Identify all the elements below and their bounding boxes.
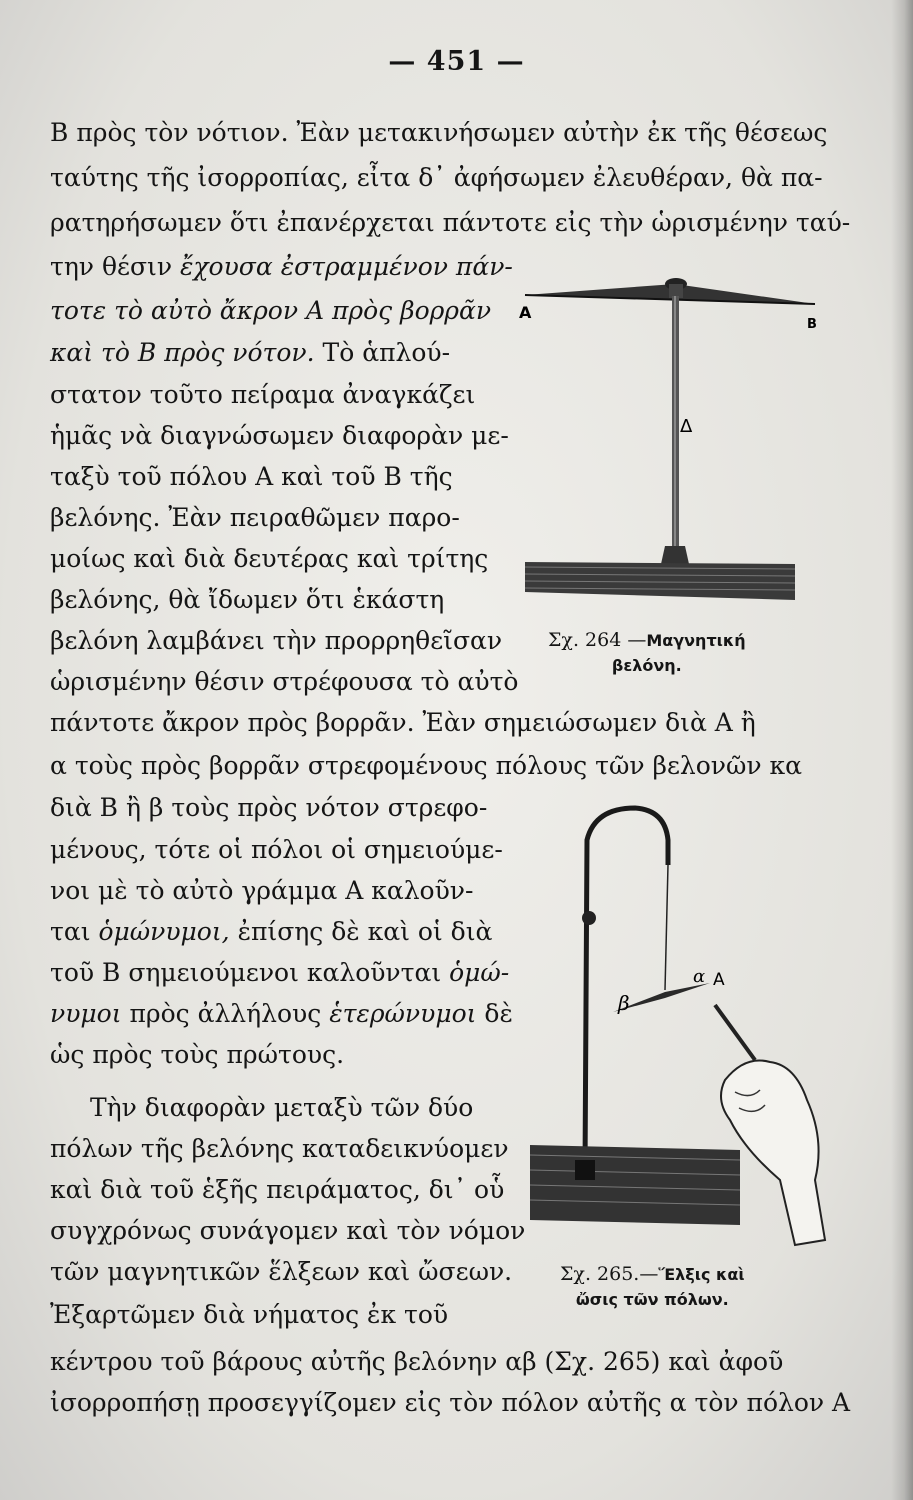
text-line: ταύτης τῆς ἰσορροπίας, εἶτα δ᾽ ἀφήσωμεν ἐλευθέραν, θὰ πα- xyxy=(50,163,823,192)
arched-stand xyxy=(585,808,668,1170)
label-alpha: α xyxy=(693,966,706,987)
text-line: τοῦ Β σημειούμενοι καλοῦνται ὁμώ- xyxy=(50,958,510,987)
text-line: ἡμᾶς νὰ διαγνώσωμεν διαφορὰν με- xyxy=(50,421,509,450)
stand-base-block xyxy=(530,1145,740,1225)
held-magnet xyxy=(715,1005,755,1060)
label-a-pole: Α xyxy=(713,970,725,990)
text-line: βελόνης. Ἐὰν πειραθῶμεν παρο- xyxy=(50,503,460,532)
text-line: κέντρου τοῦ βάρους αὐτῆς βελόνην αβ (Σχ. 265) καὶ ἀφοῦ xyxy=(50,1347,784,1376)
text-line: α τοὺς πρὸς βορρᾶν στρεφομένους πόλους τῶν βελονῶν κα xyxy=(50,751,803,780)
label-d: Δ xyxy=(680,416,693,437)
text-line: πόλων τῆς βελόνης καταδεικνύομεν xyxy=(50,1134,509,1163)
text-line: Ἐξαρτῶμεν διὰ νήματος ἐκ τοῦ xyxy=(50,1300,449,1329)
text-line: καὶ διὰ τοῦ ἑξῆς πειράματος, δι᾽ οὗ xyxy=(50,1175,505,1204)
text-line: νυμοι πρὸς ἀλλήλους ἑτερώνυμοι δὲ xyxy=(50,999,513,1028)
page-spine-shadow xyxy=(891,0,913,1500)
text-line: μένους, τότε οἱ πόλοι οἱ σημειούμε- xyxy=(50,835,503,864)
text-line: καὶ τὸ Β πρὸς νότον. Τὸ ἁπλού- xyxy=(50,338,451,367)
text-line: ὡρισμένην θέσιν στρέφουσα τὸ αὐτὸ xyxy=(50,667,519,696)
pole-attraction-figure xyxy=(525,800,835,1260)
text-line: ὡς πρὸς τοὺς πρώτους. xyxy=(50,1040,345,1069)
text-line: διὰ Β ἢ β τοὺς πρὸς νότον στρεφο- xyxy=(50,793,488,822)
text-line: ται ὁμώνυμοι, ἐπίσης δὲ καὶ οἱ διὰ xyxy=(50,917,493,946)
text-line: μοίως καὶ διὰ δευτέρας καὶ τρίτης xyxy=(50,544,489,573)
table-surface xyxy=(525,562,795,600)
thread xyxy=(665,865,668,990)
text-line: πάντοτε ἄκρον πρὸς βορρᾶν. Ἐὰν σημειώσωμεν διὰ Α ἢ xyxy=(50,708,756,737)
label-beta: β xyxy=(618,991,630,1015)
page-number: — 451 — xyxy=(388,46,525,77)
figure-265-caption: Σχ. 265.—Ἕλξις καὶ ὤσις τῶν πόλων. xyxy=(560,1263,745,1309)
text-line: ρατηρήσωμεν ὅτι ἐπανέρχεται πάντοτε εἰς τὴν ὡρισμένην ταύ- xyxy=(50,208,851,237)
text-line: Β πρὸς τὸν νότιον. Ἐὰν μετακινήσωμεν αὐτὴν ἐκ τῆς θέσεως xyxy=(50,118,828,147)
label-b: Β xyxy=(807,317,817,332)
text-line: στατον τοῦτο πείραμα ἀναγκάζει xyxy=(50,380,476,409)
figure-264-caption: Σχ. 264 —Μαγνητική βελόνη. xyxy=(548,629,746,675)
label-a: Α xyxy=(519,303,532,322)
text-line: την θέσιν ἔχουσα ἐστραμμένον πάν- xyxy=(50,252,513,281)
text-line: βελόνη λαμβάνει τὴν προρρηθεῖσαν xyxy=(50,626,503,655)
text-line: Τὴν διαφορὰν μεταξὺ τῶν δύο xyxy=(90,1093,474,1122)
text-line: ταξὺ τοῦ πόλου Α καὶ τοῦ Β τῆς xyxy=(50,462,453,491)
text-line: ἰσορροπήσῃ προσεγγίζομεν εἰς τὸν πόλον αὐτῆς α τὸν πόλον Α xyxy=(50,1388,851,1417)
text-line: τοτε τὸ αὐτὸ ἄκρον Α πρὸς βορρᾶν xyxy=(50,296,492,325)
text-line: συγχρόνως συνάγομεν καὶ τὸν νόμον xyxy=(50,1216,526,1245)
magnetic-needle-figure xyxy=(515,262,825,612)
text-line: βελόνης, θὰ ἴδωμεν ὅτι ἑκάστη xyxy=(50,585,445,614)
text-line: τῶν μαγνητικῶν ἕλξεων καὶ ὤσεων. xyxy=(50,1257,513,1286)
text-line: νοι μὲ τὸ αὐτὸ γράμμα Α καλοῦν- xyxy=(50,876,474,905)
